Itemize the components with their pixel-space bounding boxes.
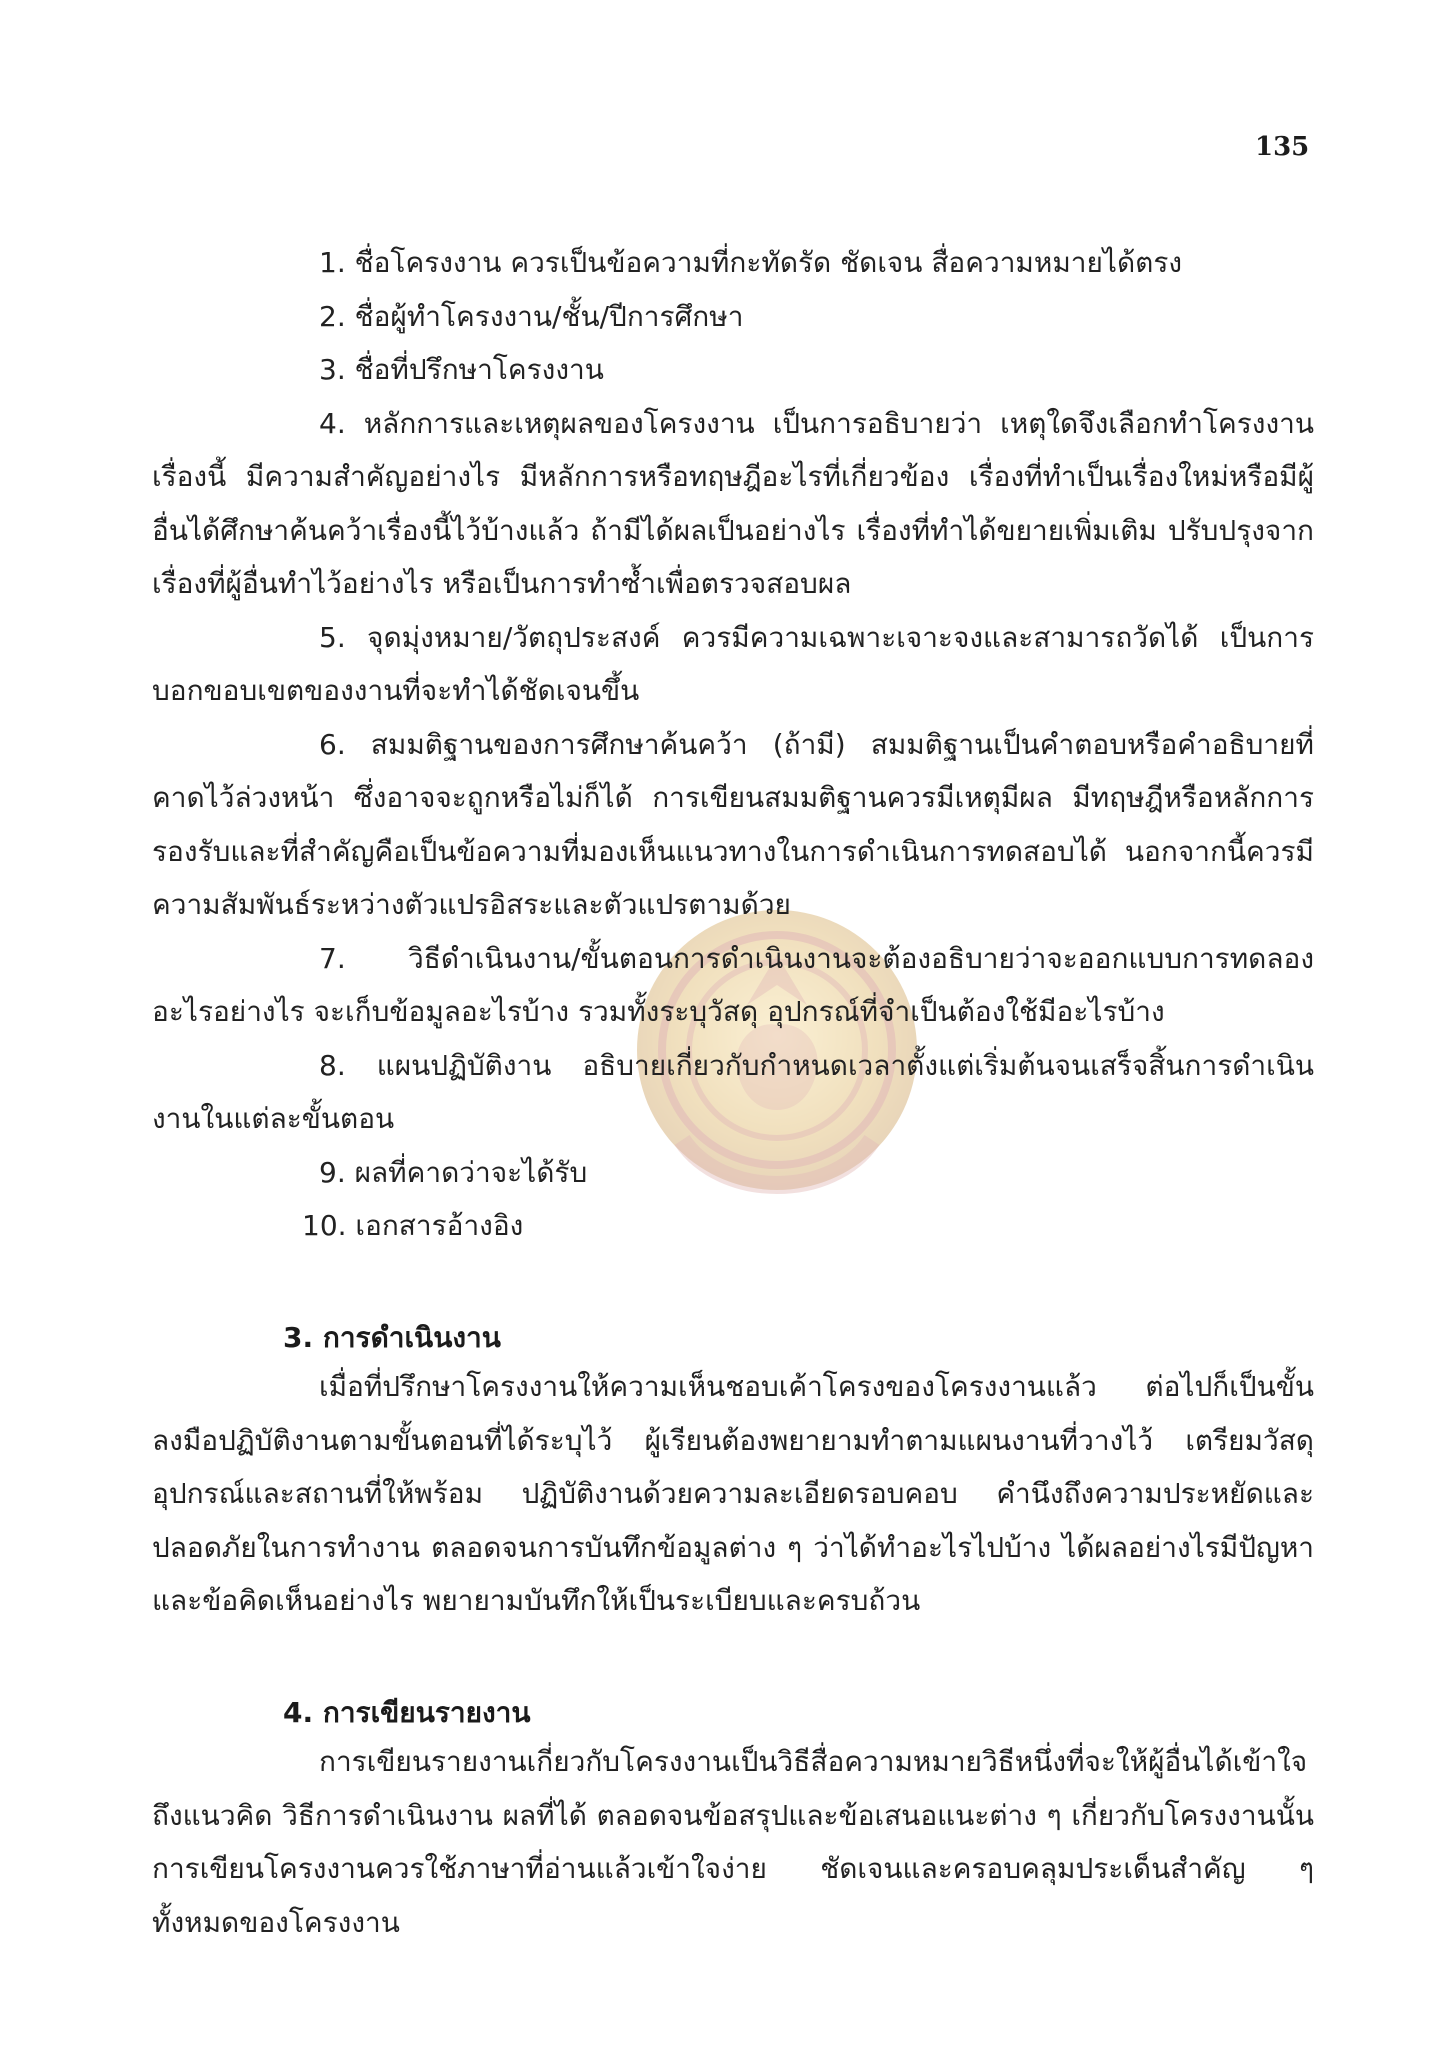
section-4-body — [152, 1735, 1314, 1949]
list-item: 3. ชื่อที่ปรึกษาโครงงาน — [319, 353, 604, 386]
list-item: 8. แผนปฏิบัติงาน อธิบายเกี่ยวกับกำหนดเวลาตั้งแต่เริ่มต้นจนเสร็จสิ้นการดำเนินงานในแต่ละขั้นตอน — [152, 1048, 1314, 1135]
list-item: 6. สมมติฐานของการศึกษาค้นคว้า (ถ้ามี) สมมติฐานเป็นคำตอบหรือคำอธิบายที่คาดไว้ล่วงหน้า ซึ่งอาจจะถูกหรือไม่ก็ได้ การเขียนสมมติฐานควรมีเหตุมีผล มีทฤษฎีหรือหลักการรองรับและที่สำคัญคือเป็นข้อความที่มองเห็นแนวทางในการดำเนินการทดสอบได้ นอกจากนี้ควรมีความสัมพันธ์ระหว่างตัวแปรอิสระและตัวแปรตามด้วย — [152, 727, 1314, 921]
list-item: 4. หลักการและเหตุผลของโครงงาน เป็นการอธิบายว่า เหตุใดจึงเลือกทำโครงงานเรื่องนี้ มีความสำคัญอย่างไร มีหลักการหรือทฤษฎีอะไรที่เกี่ยวข้อง เรื่องที่ทำเป็นเรื่องใหม่หรือมีผู้อื่นได้ศึกษาค้นคว้าเรื่องนี้ไว้บ้างแล้ว ถ้ามีได้ผลเป็นอย่างไร เรื่องที่ทำได้ขยายเพิ่มเติม ปรับปรุงจากเรื่องที่ผู้อื่นทำไว้อย่างไร หรือเป็นการทำซ้ำเพื่อตรวจสอบผล — [152, 406, 1314, 600]
section-4-paragraph: การเขียนรายงานเกี่ยวกับโครงงานเป็นวิธีสื่อความหมายวิธีหนึ่งที่จะให้ผู้อื่นได้เข้าใจถึงแนวคิด วิธีการดำเนินงาน ผลที่ได้ ตลอดจนข้อสรุปและข้อเสนอแนะต่าง ๆ เกี่ยวกับโครงงานนั้นการเขียนโครงงานควรใช้ภาษาที่อ่านแล้วเข้าใจง่าย ชัดเจนและครอบคลุมประเด็นสำคัญ ๆ ทั้งหมดของโครงงาน — [152, 1745, 1314, 1939]
section-3-body — [152, 1360, 1314, 1628]
list-item: 9. ผลที่คาดว่าจะได้รับ — [319, 1155, 588, 1189]
section-3-paragraph: เมื่อที่ปรึกษาโครงงานให้ความเห็นชอบเค้าโครงของโครงงานแล้ว ต่อไปก็เป็นขั้นลงมือปฏิบัติงานตามขั้นตอนที่ได้ระบุไว้ ผู้เรียนต้องพยายามทำตามแผนงานที่วางไว้ เตรียมวัสดุอุปกรณ์และสถานที่ให้พร้อม ปฏิบัติงานด้วยความละเอียดรอบคอบ คำนึงถึงความประหยัดและปลอดภัยในการทำงาน ตลอดจนการบันทึกข้อมูลต่าง ๆ ว่าได้ทำอะไรไปบ้าง ได้ผลอย่างไรมีปัญหาและข้อคิดเห็นอย่างไร พยายามบันทึกให้เป็นระเบียบและครบถ้วน — [152, 1370, 1314, 1617]
section-3-heading: 3. การดำเนินงาน — [283, 1321, 501, 1354]
list-items — [152, 236, 1314, 1253]
page-number: 135 — [1255, 132, 1310, 162]
list-item: 2. ชื่อผู้ทำโครงงาน/ชั้น/ปีการศึกษา — [319, 299, 744, 333]
section-4-heading: 4. การเขียนรายงาน — [283, 1696, 531, 1729]
list-item: 1. ชื่อโครงงาน ควรเป็นข้อความที่กะทัดรัด ชัดเจน สื่อความหมายได้ตรง — [319, 246, 1183, 279]
list-item: 10. เอกสารอ้างอิง — [302, 1209, 524, 1242]
list-item: 5. จุดมุ่งหมาย/วัตถุประสงค์ ควรมีความเฉพาะเจาะจงและสามารถวัดได้ เป็นการบอกขอบเขตของงานที่จะทำได้ชัดเจนขึ้น — [152, 620, 1314, 707]
list-item: 7. วิธีดำเนินงาน/ขั้นตอนการดำเนินงานจะต้องอธิบายว่าจะออกแบบการทดลองอะไรอย่างไร จะเก็บข้อมูลอะไรบ้าง รวมทั้งระบุวัสดุ อุปกรณ์ที่จำเป็นต้องใช้มีอะไรบ้าง — [152, 941, 1314, 1028]
